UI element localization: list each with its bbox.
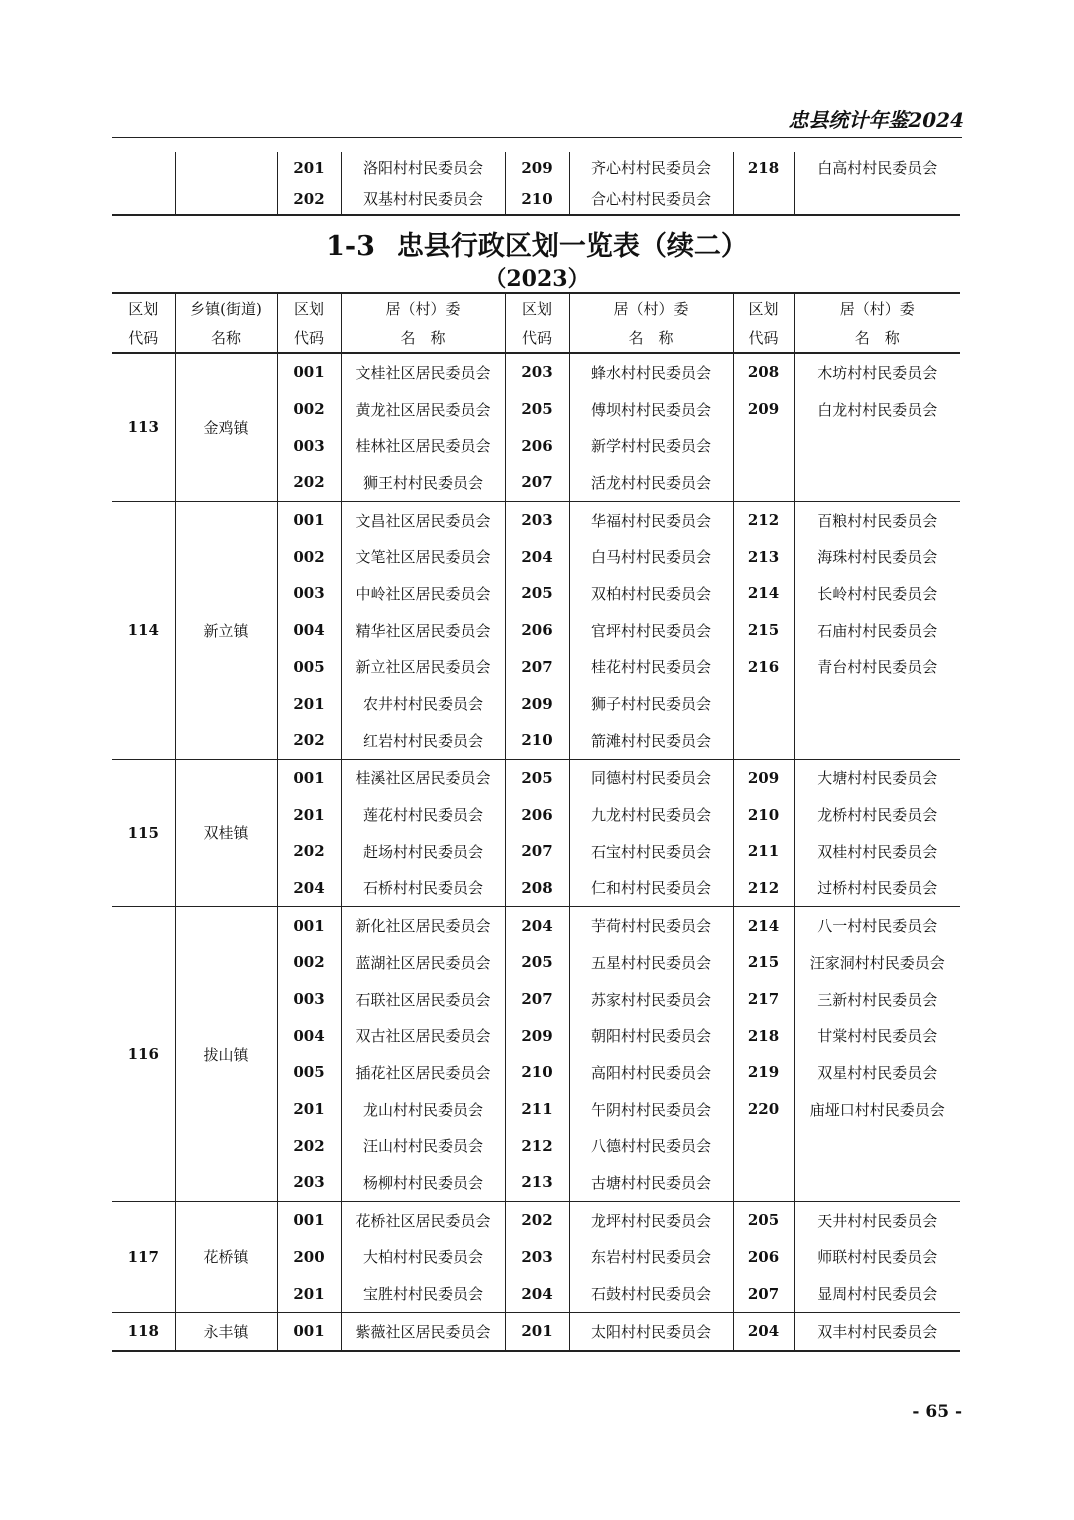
committee-name: 华福村村民委员会 — [569, 501, 733, 538]
committee-name: 午阴村村民委员会 — [569, 1091, 733, 1128]
town-code: 117 — [112, 1201, 175, 1312]
committee-code: 206 — [505, 612, 569, 649]
committee-code: 205 — [505, 391, 569, 428]
committee-name: 三新村村民委员会 — [817, 990, 938, 1009]
committee-name: 双柏村村民委员会 — [569, 575, 733, 612]
committee-name: 苏家村村民委员会 — [569, 981, 733, 1018]
committee-code: 203 — [505, 353, 569, 391]
committee-code: 201 — [277, 152, 341, 183]
yearbook-header-title: 忠县统计年鉴2024 — [788, 108, 964, 132]
committee-name: 文桂社区居民委员会 — [341, 353, 505, 391]
committee-code: 213 — [505, 1164, 569, 1201]
committee-name: 箭滩村村民委员会 — [569, 722, 733, 759]
committee-code: 201 — [505, 1312, 569, 1350]
committee-name: 青台村村民委员会 — [817, 658, 938, 677]
col-header-code-1-sub: 代码 — [277, 323, 341, 353]
committee-name: 双基村村民委员会 — [341, 183, 505, 215]
committee-code: 001 — [277, 759, 341, 796]
committee-code: 001 — [277, 1312, 341, 1350]
town-name: 金鸡镇 — [175, 353, 277, 501]
committee-code: 216 — [733, 649, 794, 686]
committee-code: 209 — [505, 152, 569, 183]
committee-code — [733, 427, 794, 464]
committee-name: 石宝村村民委员会 — [569, 833, 733, 870]
committee-code: 001 — [277, 907, 341, 944]
committee-code: 205 — [505, 944, 569, 981]
col-header-code-3: 区划 — [733, 293, 794, 323]
table-header — [112, 293, 960, 353]
continuation-body — [112, 152, 960, 215]
col-header-committee-1: 居（村）委 — [341, 293, 505, 323]
committee-name — [794, 1127, 960, 1164]
committee-code: 220 — [733, 1091, 794, 1128]
table-row — [112, 759, 960, 796]
committee-name: 汪山村村民委员会 — [341, 1127, 505, 1164]
committee-code: 003 — [277, 427, 341, 464]
committee-name: 文昌社区居民委员会 — [341, 501, 505, 538]
committee-name: 双桂村村民委员会 — [817, 842, 938, 861]
committee-name: 甘棠村村民委员会 — [817, 1027, 938, 1046]
committee-name: 木坊村村民委员会 — [817, 363, 938, 382]
town-code: 114 — [112, 501, 175, 759]
committee-name: 同德村村民委员会 — [569, 759, 733, 796]
table-row — [112, 152, 960, 183]
table-number: 1-3 — [326, 231, 375, 262]
committee-code: 207 — [505, 833, 569, 870]
committee-name: 长岭村村民委员会 — [817, 584, 938, 603]
committee-code: 207 — [505, 464, 569, 501]
committee-code: 202 — [277, 722, 341, 759]
committee-name: 龙山村村民委员会 — [341, 1091, 505, 1128]
committee-code: 210 — [505, 183, 569, 215]
committee-name: 新立社区居民委员会 — [341, 649, 505, 686]
committee-code: 005 — [277, 649, 341, 686]
committee-name: 桂林社区居民委员会 — [341, 427, 505, 464]
committee-name: 百粮村村民委员会 — [817, 511, 938, 530]
committee-name: 九龙村村民委员会 — [569, 796, 733, 833]
col-header-code-3-sub: 代码 — [733, 323, 794, 353]
page-number: - 65 - — [912, 1402, 962, 1422]
header-rule — [112, 137, 962, 138]
committee-code: 003 — [277, 575, 341, 612]
committee-code: 001 — [277, 353, 341, 391]
committee-code: 202 — [277, 833, 341, 870]
committee-name: 石联社区居民委员会 — [341, 981, 505, 1018]
division-table — [112, 292, 960, 1352]
committee-code: 209 — [733, 759, 794, 796]
committee-code: 209 — [733, 391, 794, 428]
committee-name: 双丰村村民委员会 — [817, 1322, 938, 1341]
committee-code: 215 — [733, 612, 794, 649]
committee-name: 八德村村民委员会 — [569, 1127, 733, 1164]
town-name: 花桥镇 — [175, 1201, 277, 1312]
committee-code: 212 — [733, 501, 794, 538]
committee-code — [733, 1164, 794, 1201]
committee-code: 005 — [277, 1054, 341, 1091]
committee-name: 红岩村村民委员会 — [341, 722, 505, 759]
committee-code: 001 — [277, 501, 341, 538]
committee-code: 215 — [733, 944, 794, 981]
committee-code: 202 — [277, 464, 341, 501]
region-code-cell — [112, 152, 175, 215]
committee-code: 218 — [733, 152, 794, 183]
committee-code: 204 — [505, 538, 569, 575]
committee-name: 白马村村民委员会 — [569, 538, 733, 575]
col-header-committee-3: 居（村）委 — [839, 300, 915, 318]
col-header-committee-2: 居（村）委 — [569, 293, 733, 323]
committee-name: 海珠村村民委员会 — [817, 548, 938, 567]
committee-code — [733, 685, 794, 722]
committee-name: 太阳村村民委员会 — [569, 1312, 733, 1350]
committee-name: 傅坝村村民委员会 — [569, 391, 733, 428]
town-name: 新立镇 — [175, 501, 277, 759]
committee-name: 东岩村村民委员会 — [569, 1239, 733, 1276]
col-header-region-code: 区划 — [112, 293, 175, 323]
col-header-committee-2-sub: 名 称 — [569, 323, 733, 353]
committee-code: 001 — [277, 1201, 341, 1238]
committee-name: 大柏村村民委员会 — [341, 1239, 505, 1276]
committee-name — [794, 464, 960, 501]
col-header-committee-3-sub: 名 称 — [794, 323, 960, 353]
committee-name: 洛阳村村民委员会 — [341, 152, 505, 183]
committee-code — [733, 183, 794, 215]
committee-name: 插花社区居民委员会 — [341, 1054, 505, 1091]
committee-name: 桂花村村民委员会 — [569, 649, 733, 686]
committee-code: 203 — [277, 1164, 341, 1201]
committee-code: 208 — [733, 353, 794, 391]
committee-code: 209 — [505, 685, 569, 722]
committee-code: 206 — [733, 1239, 794, 1276]
committee-name: 文笔社区居民委员会 — [341, 538, 505, 575]
table-row — [112, 907, 960, 944]
committee-name: 花桥社区居民委员会 — [341, 1201, 505, 1238]
committee-code: 212 — [505, 1127, 569, 1164]
committee-code: 201 — [277, 1275, 341, 1312]
committee-code — [733, 464, 794, 501]
committee-name — [794, 722, 960, 759]
committee-name: 中岭社区居民委员会 — [341, 575, 505, 612]
committee-name: 紫薇社区居民委员会 — [341, 1312, 505, 1350]
table-row — [112, 353, 960, 391]
committee-code: 004 — [277, 612, 341, 649]
committee-name: 白龙村村民委员会 — [817, 400, 938, 419]
committee-code: 206 — [505, 796, 569, 833]
committee-code: 201 — [277, 1091, 341, 1128]
committee-code: 207 — [505, 649, 569, 686]
committee-name: 芋荷村村民委员会 — [569, 907, 733, 944]
committee-code: 203 — [505, 1239, 569, 1276]
committee-code: 218 — [733, 1017, 794, 1054]
committee-name — [794, 183, 960, 215]
committee-code: 214 — [733, 575, 794, 612]
committee-name: 古塘村村民委员会 — [569, 1164, 733, 1201]
committee-name: 活龙村村民委员会 — [569, 464, 733, 501]
committee-name: 龙坪村村民委员会 — [569, 1201, 733, 1238]
committee-name: 龙桥村村民委员会 — [817, 806, 938, 825]
committee-name: 石庙村村民委员会 — [817, 621, 938, 640]
town-name: 双桂镇 — [175, 759, 277, 907]
committee-code: 202 — [277, 1127, 341, 1164]
committee-name: 仁和村村民委员会 — [569, 870, 733, 907]
committee-name: 庙垭口村村民委员会 — [809, 1100, 945, 1119]
committee-code: 002 — [277, 391, 341, 428]
committee-name: 白高村村民委员会 — [817, 159, 938, 177]
committee-code: 210 — [733, 796, 794, 833]
committee-code: 212 — [733, 870, 794, 907]
committee-code: 209 — [505, 1017, 569, 1054]
col-header-committee-1-sub: 名 称 — [341, 323, 505, 353]
committee-code: 211 — [733, 833, 794, 870]
committee-name: 新化社区居民委员会 — [341, 907, 505, 944]
committee-code: 201 — [277, 796, 341, 833]
committee-name: 双古社区居民委员会 — [341, 1017, 505, 1054]
committee-name: 天井村村民委员会 — [817, 1211, 938, 1230]
table-row — [112, 501, 960, 538]
committee-name: 石鼓村村民委员会 — [569, 1275, 733, 1312]
committee-name: 大塘村村民委员会 — [817, 769, 938, 788]
committee-name: 宝胜村村民委员会 — [341, 1275, 505, 1312]
town-code: 113 — [112, 353, 175, 501]
committee-code — [733, 722, 794, 759]
col-header-town-name: 乡镇(街道) — [175, 293, 277, 323]
committee-name: 过桥村村民委员会 — [794, 870, 960, 907]
committee-name: 石桥村村民委员会 — [341, 870, 505, 907]
committee-name: 双星村村民委员会 — [817, 1063, 938, 1082]
town-code: 115 — [112, 759, 175, 907]
committee-name: 显周村村民委员会 — [794, 1275, 960, 1312]
committee-name: 杨柳村村民委员会 — [341, 1164, 505, 1201]
committee-code: 205 — [505, 575, 569, 612]
committee-name: 农井村村民委员会 — [341, 685, 505, 722]
continuation-table — [112, 152, 960, 216]
committee-code — [733, 1127, 794, 1164]
col-header-code-2-sub: 代码 — [505, 323, 569, 353]
committee-name: 桂溪社区居民委员会 — [341, 759, 505, 796]
committee-code: 204 — [277, 870, 341, 907]
committee-code: 202 — [277, 183, 341, 215]
committee-code: 204 — [733, 1312, 794, 1350]
committee-name: 蓝湖社区居民委员会 — [341, 944, 505, 981]
committee-code: 003 — [277, 981, 341, 1018]
col-header-code-1: 区划 — [277, 293, 341, 323]
committee-code: 202 — [505, 1201, 569, 1238]
table-year: （2023） — [484, 266, 590, 292]
committee-code: 205 — [733, 1201, 794, 1238]
table-body — [112, 353, 960, 1351]
table-row — [112, 1312, 960, 1350]
committee-name: 汪家洞村村民委员会 — [809, 953, 945, 972]
committee-code: 004 — [277, 1017, 341, 1054]
town-code: 118 — [112, 1312, 175, 1350]
committee-code: 002 — [277, 944, 341, 981]
committee-name: 精华社区居民委员会 — [341, 612, 505, 649]
committee-code: 210 — [505, 1054, 569, 1091]
committee-name: 狮子村村民委员会 — [569, 685, 733, 722]
committee-code: 203 — [505, 501, 569, 538]
committee-code: 217 — [733, 981, 794, 1018]
col-header-town-name-sub: 名称 — [175, 323, 277, 353]
committee-name: 新学村村民委员会 — [569, 427, 733, 464]
committee-code: 219 — [733, 1054, 794, 1091]
committee-code: 204 — [505, 1275, 569, 1312]
committee-code: 206 — [505, 427, 569, 464]
committee-name — [794, 427, 960, 464]
committee-code: 211 — [505, 1091, 569, 1128]
committee-name: 八一村村民委员会 — [817, 917, 938, 936]
committee-name: 合心村村民委员会 — [569, 183, 733, 215]
town-name: 永丰镇 — [175, 1312, 277, 1350]
committee-name: 高阳村村民委员会 — [569, 1054, 733, 1091]
committee-code: 201 — [277, 685, 341, 722]
col-header-region-code-sub: 代码 — [112, 323, 175, 353]
table-title-text: 忠县行政区划一览表（续二） — [396, 231, 748, 262]
table-row — [112, 1201, 960, 1238]
committee-name — [794, 1164, 960, 1201]
town-name: 拔山镇 — [175, 907, 277, 1202]
table-title — [0, 224, 1074, 263]
committee-code: 207 — [505, 981, 569, 1018]
committee-name: 赶场村村民委员会 — [341, 833, 505, 870]
col-header-code-2: 区划 — [505, 293, 569, 323]
committee-name — [794, 685, 960, 722]
committee-name: 五星村村民委员会 — [569, 944, 733, 981]
committee-code: 210 — [505, 722, 569, 759]
committee-code: 200 — [277, 1239, 341, 1276]
committee-code: 208 — [505, 870, 569, 907]
committee-name: 黄龙社区居民委员会 — [341, 391, 505, 428]
committee-name: 官坪村村民委员会 — [569, 612, 733, 649]
town-name-cell — [175, 152, 277, 215]
committee-code: 204 — [505, 907, 569, 944]
committee-code: 002 — [277, 538, 341, 575]
town-code: 116 — [112, 907, 175, 1202]
committee-name: 莲花村村民委员会 — [341, 796, 505, 833]
committee-name: 蜂水村村民委员会 — [569, 353, 733, 391]
committee-code: 214 — [733, 907, 794, 944]
committee-name: 朝阳村村民委员会 — [569, 1017, 733, 1054]
committee-name: 齐心村村民委员会 — [569, 152, 733, 183]
committee-code: 207 — [733, 1275, 794, 1312]
committee-name: 师联村村民委员会 — [817, 1248, 938, 1267]
committee-code: 205 — [505, 759, 569, 796]
committee-code: 213 — [733, 538, 794, 575]
committee-name: 狮王村村民委员会 — [341, 464, 505, 501]
